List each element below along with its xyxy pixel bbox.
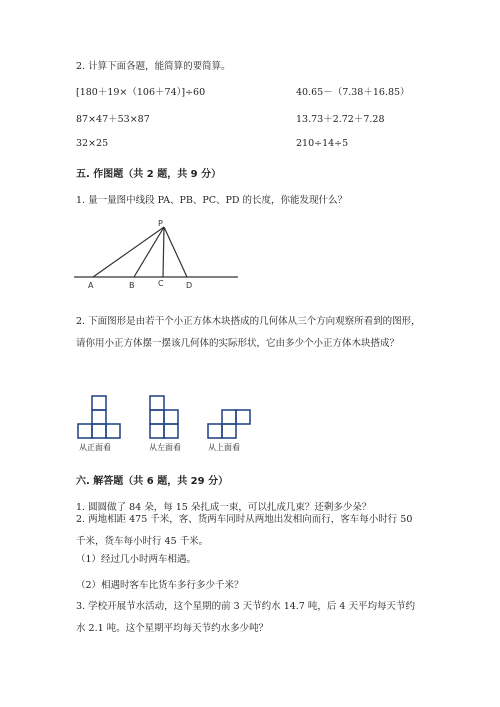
s5-q1: 1. 量一量图中线段 PA、PB、PC、PD 的长度，你能发现什么？ — [76, 195, 348, 206]
s6-q1: 1. 圆圆做了 84 朵，每 15 朵扎成一束，可以扎成几束？还剩多少朵？ — [76, 502, 372, 513]
calc-r3c2: 210÷14÷5 — [296, 138, 349, 149]
label-a: A — [88, 281, 94, 290]
front-cube — [92, 410, 106, 424]
label-p: P — [158, 219, 163, 228]
segment-pa — [93, 227, 164, 277]
left-cube — [150, 410, 164, 424]
top-cube — [222, 410, 236, 424]
section5-title: 五. 作图题（共 2 题，共 9 分） — [76, 169, 222, 180]
front-cube — [92, 396, 106, 410]
s5-q2: 2. 下面图形是由若干个小正方体木块搭成的几何体从三个方向观察所看到的图形，请你用小正方体摆一摆该几何体的实际形状，它由多少个小正方体木块搭成？ — [76, 316, 421, 349]
front-cube — [78, 424, 92, 438]
front-view — [78, 396, 120, 438]
label-d: D — [186, 281, 193, 290]
calc-r3c1: 32×25 — [76, 138, 109, 149]
segment-pb — [134, 227, 164, 277]
q2-intro: 2. 计算下面各题，能简算的要简算。 — [76, 61, 231, 72]
segment-pc — [163, 227, 164, 277]
views-figure — [74, 392, 254, 454]
calc-r2c2: 13.73＋2.72＋7.28 — [296, 114, 385, 125]
left-view — [150, 396, 178, 438]
front-cube — [106, 424, 120, 438]
top-cube — [208, 424, 222, 438]
left-cube — [150, 396, 164, 410]
top-view — [208, 410, 250, 438]
s6-q2: 2. 两地相距 475 千米，客、货两车同时从两地出发相向而行，客车每小时行 50 千米，货车每小时行 45 千米。 — [76, 514, 413, 547]
calc-r1c2: 40.65－（7.38＋16.85） — [296, 87, 410, 98]
left-cube — [150, 424, 164, 438]
label-b: B — [129, 281, 135, 290]
calc-r1c1: [180＋19×（106＋74）]÷60 — [76, 87, 206, 98]
left-cube — [164, 410, 178, 424]
s6-q2a: （1）经过几小时两车相遇。 — [76, 554, 197, 565]
left-cube — [164, 424, 178, 438]
s6-q2b: （2）相遇时客车比货车多行多少千米？ — [76, 580, 244, 591]
section6-title: 六. 解答题（共 6 题，共 29 分） — [76, 476, 229, 487]
view-label-front: 从正面看 — [79, 443, 111, 452]
top-cube — [222, 424, 236, 438]
view-label-left: 从左面看 — [149, 443, 181, 452]
segment-pd — [164, 227, 187, 277]
s6-q3: 3. 学校开展节水活动，这个星期的前 3 天节约水 14.7 吨，后 4 天平均每天节约水 2.1 吨。这个星期平均每天节约水多少吨？ — [76, 601, 415, 634]
calc-r2c1: 87×47＋53×87 — [76, 114, 150, 125]
view-label-top: 从上面看 — [208, 443, 240, 452]
top-cube — [236, 410, 250, 424]
segment-figure — [74, 216, 244, 292]
label-c: C — [158, 279, 164, 288]
front-cube — [92, 424, 106, 438]
